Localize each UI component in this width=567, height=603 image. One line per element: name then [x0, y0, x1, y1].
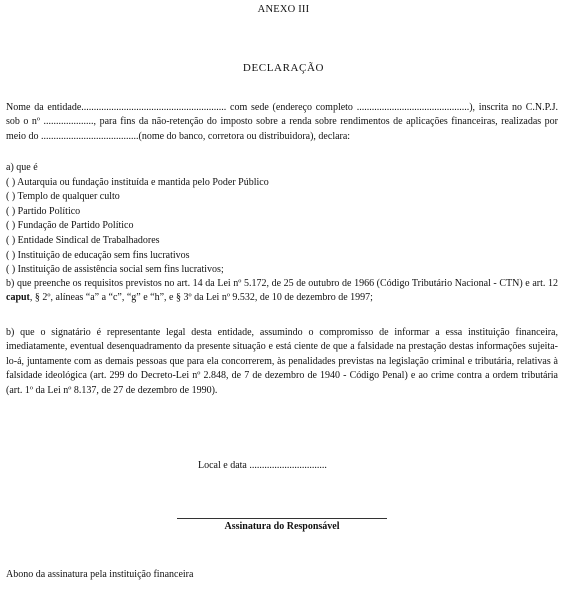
section-a: [6, 161, 558, 278]
option-templo: ( ) Templo de qualquer culto: [6, 191, 120, 203]
option-assistencia-social: ( ) Instituição de assistência social sem fins lucrativos;: [6, 264, 224, 276]
option-partido: ( ) Partido Político: [6, 205, 81, 217]
document-title: DECLARAÇÃO: [242, 62, 325, 74]
abono-assinatura: Abono da assinatura pela instituição financeira: [6, 569, 194, 580]
section-b-compromisso: b) que o signatário é representante legal desta entidade, assumindo o compromisso de informar a essa instituição financeira, imediatamente, eventual desenquadramento da presente situação e está ciente de que a falsidade na prestação destas informações sujeita-lo-á, juntamente com as demais pessoas que para ela concorrerem, às penalidades previstas na legislação criminal e tributária, relativas à falsidade ideológica (art. 299 do Decreto-Lei nº 2.848, de 7 de dezembro de 1940 - Código Penal) e ao crime contra a ordem tributária (art. 1º da Lei nº 8.137, de 27 de dezembro de 1990).: [6, 327, 558, 396]
signature-line: [177, 518, 387, 519]
caput-term: caput: [6, 292, 30, 304]
annex-title: ANEXO III: [257, 4, 310, 15]
section-b-requisitos-text: b) que preenche os requisitos previstos no art. 14 da Lei nº 5.172, de 25 de outubro de 1966 (Código Tributário Nacional - CTN) e art. 12: [6, 278, 558, 289]
option-fundacao-partido: ( ) Fundação de Partido Político: [6, 220, 134, 232]
section-a-heading: a) que é: [6, 162, 38, 173]
local-e-data: Local e data ...............................: [198, 460, 327, 471]
section-b-requisitos: [6, 277, 558, 306]
option-autarquia: ( ) Autarquia ou fundação instituída e mantida pelo Poder Público: [6, 176, 269, 188]
intro-paragraph: Nome da entidade.......................................................... com sede (endereço completo .............................................), inscrita no C.N.P.J. sob o nº ...................., para fins da não-retenção do imposto sobre a renda sobre rendimentos de aplicações financeiras, realizadas por meio do .......................................(nome do banco, corretora ou distribuidora), declara:: [6, 102, 558, 142]
option-educacao: ( ) Instituição de educação sem fins lucrativos: [6, 249, 190, 261]
section-b-requisitos-rest: , § 2º, alíneas “a” a “c”, “g” e “h”, e § 3º da Lei nº 9.532, de 10 de dezembro de 1997;: [29, 292, 373, 304]
option-entidade-sindical: ( ) Entidade Sindical de Trabalhadores: [6, 234, 160, 246]
signature-label: Assinatura do Responsável: [224, 521, 340, 532]
